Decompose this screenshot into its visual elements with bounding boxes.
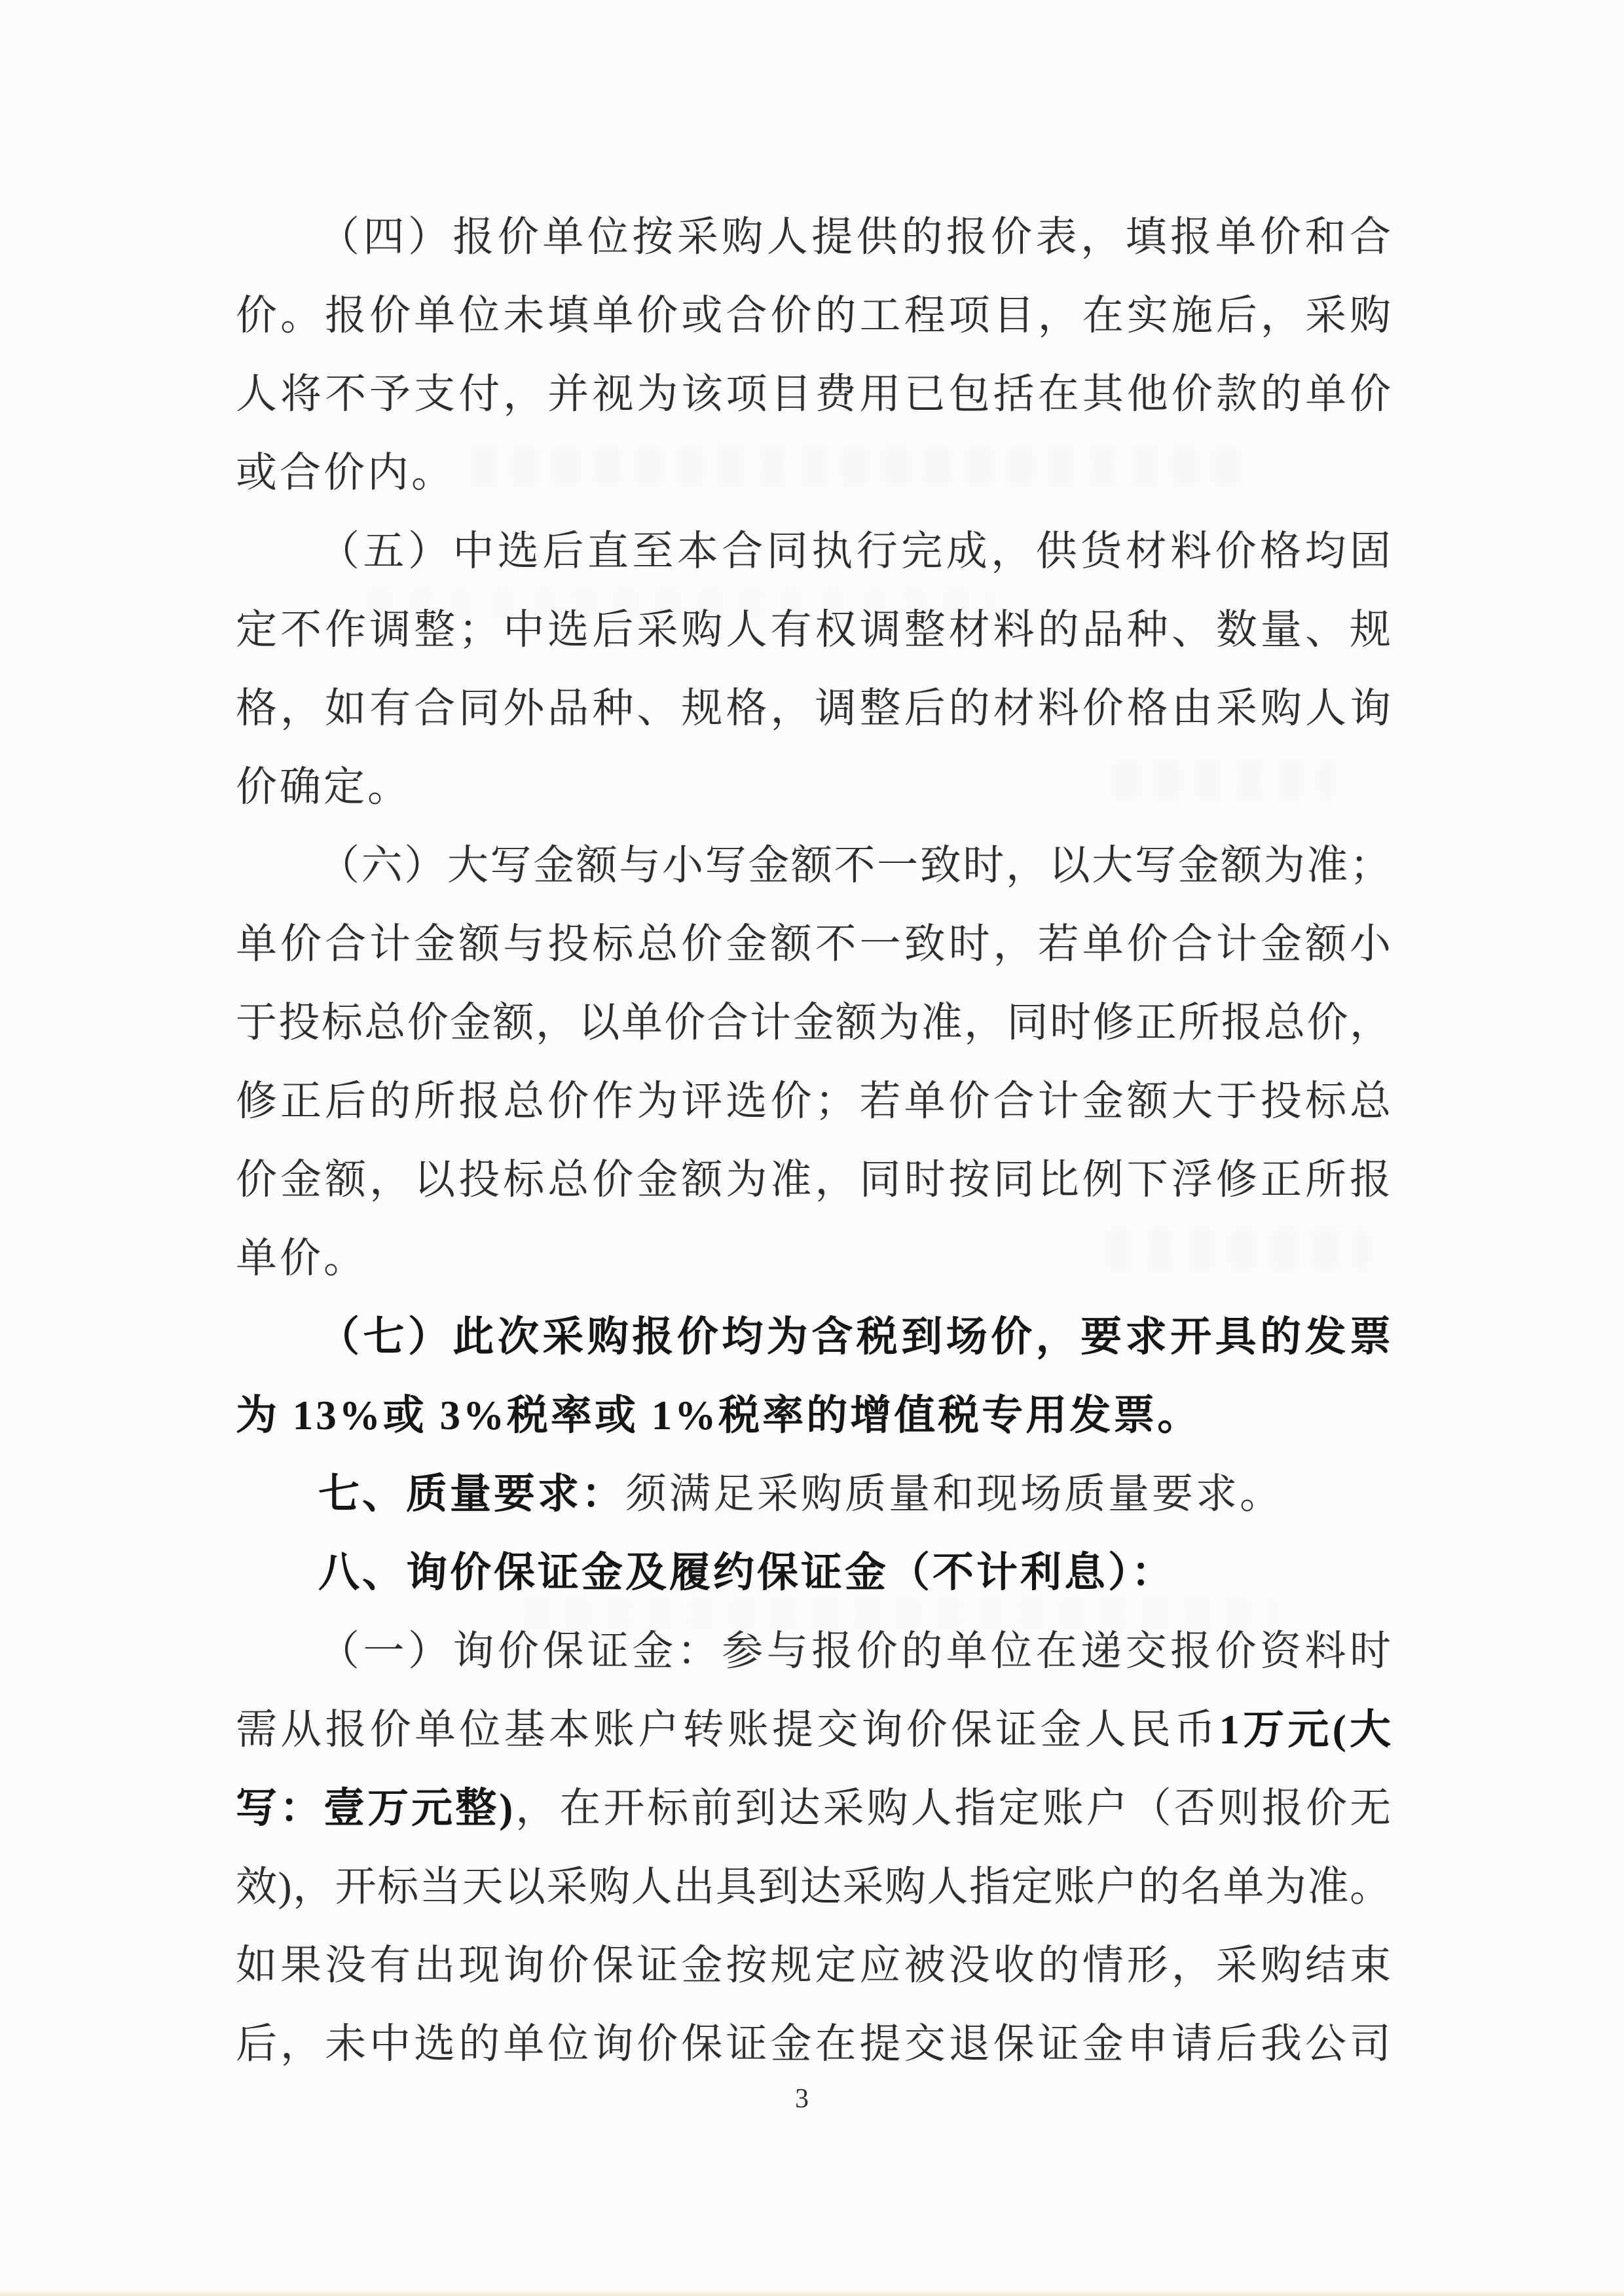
text-line <box>236 2005 1391 2083</box>
text-run: ，在开标前到达采购人指定账户（否则报价无 <box>513 1785 1391 1831</box>
text-line <box>236 1298 1391 1376</box>
text-run-bold: 八、询价保证金及履约保证金（不计利息）： <box>318 1550 1175 1595</box>
text-run-bold: 1万元(大 <box>1219 1707 1391 1753</box>
text-line <box>236 198 1391 276</box>
text-run: 修正后的所报总价作为评选价；若单价合计金额大于投标总 <box>236 1078 1391 1124</box>
text-line <box>236 276 1391 355</box>
text-run: （一）询价保证金：参与报价的单位在递交报价资料时 <box>318 1628 1391 1674</box>
text-run-bold: 七、质量要求： <box>318 1471 625 1517</box>
text-run: 单价合计金额与投标总价金额不一致时，若单价合计金额小 <box>236 921 1391 967</box>
text-line <box>236 1533 1391 1612</box>
document-body <box>236 198 1391 2083</box>
text-run: （六）大写金额与小写金额不一致时，以大写金额为准； <box>318 843 1391 888</box>
text-line <box>236 1219 1391 1298</box>
text-run: 价。报价单位未填单价或合价的工程项目，在实施后，采购 <box>236 293 1391 338</box>
text-line <box>236 1140 1391 1219</box>
text-run: 格，如有合同外品种、规格，调整后的材料价格由采购人询 <box>236 685 1391 731</box>
text-line <box>236 748 1391 826</box>
text-run: 效)，开标当天以采购人出具到达采购人指定账户的名单为准。 <box>236 1864 1391 1910</box>
text-line <box>236 433 1391 512</box>
text-run: 价确定。 <box>236 764 411 810</box>
text-run: 单价。 <box>236 1235 367 1281</box>
text-run: （五）中选后直至本合同执行完成，供货材料价格均固 <box>318 528 1391 574</box>
text-line <box>236 983 1391 1062</box>
text-line <box>236 826 1391 905</box>
text-line <box>236 1926 1391 2005</box>
text-line <box>236 1848 1391 1926</box>
text-line <box>236 512 1391 591</box>
text-line <box>236 1612 1391 1690</box>
text-line <box>236 1690 1391 1769</box>
text-line <box>236 1376 1391 1455</box>
text-run: 如果没有出现询价保证金按规定应被没收的情形，采购结束 <box>236 1942 1391 1988</box>
text-run-bold: 为 13%或 3%税率或 1%税率的增值税专用发票。 <box>236 1393 1202 1438</box>
text-line <box>236 1455 1391 1533</box>
text-line <box>236 1062 1391 1140</box>
scan-edge-shadow <box>0 2290 1624 2296</box>
text-line <box>236 1769 1391 1848</box>
text-line <box>236 905 1391 983</box>
text-run: 人将不予支付，并视为该项目费用已包括在其他价款的单价 <box>236 371 1391 417</box>
text-run: 需从报价单位基本账户转账提交询价保证金人民币 <box>236 1707 1219 1753</box>
text-run: 定不作调整；中选后采购人有权调整材料的品种、数量、规 <box>236 607 1391 653</box>
page-number: 3 <box>795 2084 809 2114</box>
text-run: 于投标总价金额，以单价合计金额为准，同时修正所报总价， <box>236 1000 1391 1046</box>
text-run-bold: 写：壹万元整) <box>236 1785 513 1831</box>
text-run-bold: （七）此次采购报价均为含税到场价，要求开具的发票 <box>318 1314 1391 1360</box>
text-run: 价金额，以投标总价金额为准，同时按同比例下浮修正所报 <box>236 1157 1391 1203</box>
text-line <box>236 355 1391 433</box>
text-line <box>236 669 1391 748</box>
text-run: （四）报价单位按采购人提供的报价表，填报单价和合 <box>318 214 1391 260</box>
text-run: 或合价内。 <box>236 450 455 496</box>
text-line <box>236 591 1391 669</box>
text-run: 后，未中选的单位询价保证金在提交退保证金申请后我公司 <box>236 2021 1391 2067</box>
text-run: 须满足采购质量和现场质量要求。 <box>625 1471 1283 1517</box>
